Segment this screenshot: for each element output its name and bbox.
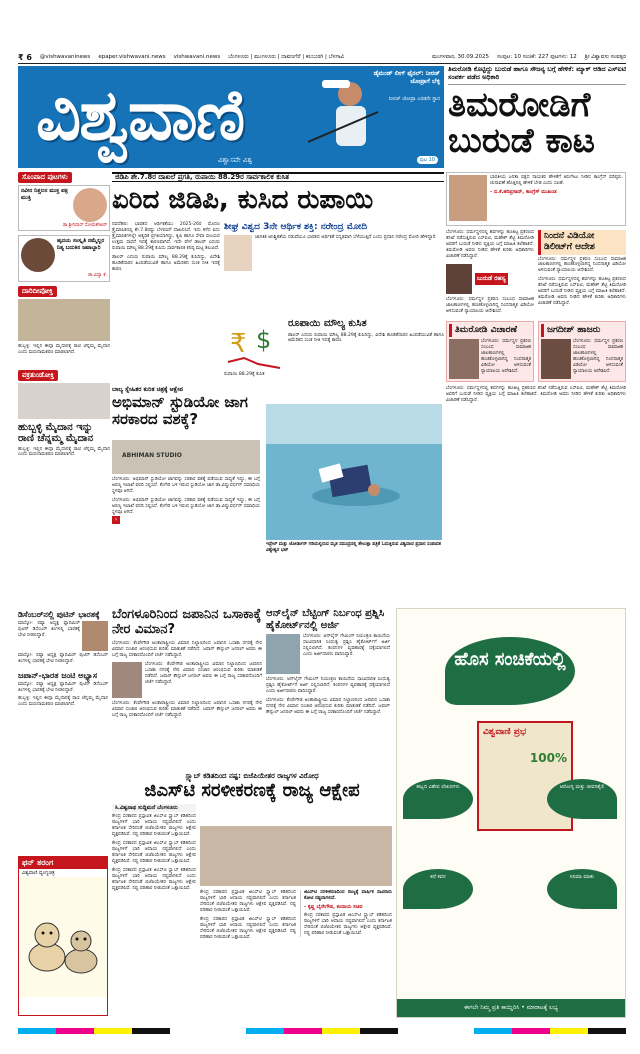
print-color-bar <box>18 1028 626 1034</box>
rupee-body: ಡಾಲರ್ ಎದುರು ರುಪಾಯಿ ಮೌಲ್ಯ 88.29ಕ್ಕೆ ಕುಸಿದಿದ್ದು, ವಿದೇಶಿ ಹೂಡಿಕೆದಾರರ ಹಿಂಪಡೆಯುವಿಕೆ ಹಾಗೂ ಅಮೆರಿಕದ ಸುಂಕ ನೀತಿ ಇದಕ್ಕೆ ಕಾರಣ. <box>288 332 444 344</box>
modi-story <box>224 222 444 271</box>
gst-body-4: ಕೇಂದ್ರ ಸರಕಾರದ ಪ್ರಸ್ತಾವಿತ ಜಿಎಸ್‌ಟಿ ಸ್ಲ್ಯಾಬ್ ಕಡಿತದಿಂದ ರಾಜ್ಯಗಳಿಗೆ ಭಾರಿ ಆದಾಯ ನಷ್ಟವಾಗಲಿದೆ ಎಂದು ಕರ್ನಾಟಕ ಸೇರಿದಂತೆ ಬಿಜೆಪಿಯೇತರ ರಾಜ್ಯಗಳು ಆಕ್ಷೇಪ ವ್ಯಕ್ತಪಡಿಸಿವೆ. ನಷ್ಟ ಪರಿಹಾರ ನೀಡುವಂತೆ ಒತ್ತಾಯಿಸಿವೆ. <box>200 890 296 913</box>
ad-leaf-2: ಆರೋಗ್ಯ ಮತ್ತು ಜೀವನಶೈಲಿ <box>547 779 617 819</box>
betting-photo <box>266 634 300 674</box>
masthead <box>18 66 444 168</box>
inquiry-photo <box>449 339 479 379</box>
ad-bottom-strip: ಈಗಲೇ ನಿಮ್ಮ ಪ್ರತಿ ಕಾಯ್ದಿರಿಸಿ • ಮಾರಾಟಕ್ಕೆ ಲಭ್ಯ <box>397 999 625 1017</box>
right-bottom-body: ಬೆಂಗಳೂರು: ಧರ್ಮಸ್ಥಳದಲ್ಲಿ ಶವಗಳನ್ನು ಹೂತಿಟ್ಟ ಪ್ರಕರಣದ ತನಿಖೆ ನಡೆಸುತ್ತಿರುವ ಎಸ್‌ಐಟಿ, ಮಹೇಶ್ ಶೆಟ್ಟಿ ತಿಮರೋಡಿ ಅವರಿಗೆ ಬುರುಡೆ ನೀಡಿದ ವ್ಯಕ್ತಿಯ ಬಗ್ಗೆ ಮಾಹಿತಿ ಕಲೆಹಾಕಿದೆ. ತಿಮರೋಡಿ ಅವರು ನೀಡಿದ ಹೇಳಿಕೆ ಕುರಿತು ಅಧಿಕಾರಿಗಳು ವಿಚಾರಣೆ ನಡೆಸಿದ್ದಾರೆ. <box>446 386 626 403</box>
section-label-wisdom: ದಾರಿದೀಪೋಕ್ತಿ <box>18 286 57 297</box>
gst-byline: ಸಿ.ವಿಶ್ವನಾಥ ಸುದ್ದಿಮನೆ ಬೆಂಗಳೂರು <box>112 804 196 813</box>
modi-photo <box>224 235 252 271</box>
inquiry-body: ಬೆಂಗಳೂರು: ಧರ್ಮಸ್ಥಳ ಪ್ರಕರಣ ಸಂಬಂಧ ಸಾಮಾಜಿಕ ಜಾಲತಾಣಗಳಲ್ಲಿ ಹಂಚಿಕೊಳ್ಳಲಾಗಿದ್ದ ನಿಂದನಾತ್ಮಕ ವಿಡಿಯೋ ಅಳಿಸುವಂತೆ ನ್ಯಾಯಾಲಯ ಆದೇಶಿಸಿದೆ. <box>481 339 531 374</box>
side-label-row <box>446 264 534 294</box>
masthead-promo: ಡೈಮಂಡ್ ಲೀಗ್ ಫೈನಲ್: ನೀರಜ್ ಚೋಪ್ರಾಗೆ ಬೆಳ್ಳಿ <box>373 70 440 85</box>
putin-headline[interactable]: ಡಿಸೆಂಬರ್‌ನಲ್ಲಿ ಪುಟಿನ್ ಭಾರತಕ್ಕೆ <box>18 610 100 619</box>
columnist-avatar <box>73 188 107 222</box>
column-card-1[interactable] <box>18 185 110 232</box>
gst-body: ಕೇಂದ್ರ ಸರಕಾರದ ಪ್ರಸ್ತಾವಿತ ಜಿಎಸ್‌ಟಿ ಸ್ಲ್ಯಾಬ್ ಕಡಿತದಿಂದ ರಾಜ್ಯಗಳಿಗೆ ಭಾರಿ ಆದಾಯ ನಷ್ಟವಾಗಲಿದೆ ಎಂದು ಕರ್ನಾಟಕ ಸೇರಿದಂತೆ ಬಿಜೆಪಿಯೇತರ ರಾಜ್ಯಗಳು ಆಕ್ಷೇಪ ವ್ಯಕ್ತಪಡಿಸಿವೆ. ನಷ್ಟ ಪರಿಹಾರ ನೀಡುವಂತೆ ಒತ್ತಾಯಿಸಿವೆ. <box>112 814 196 838</box>
video-delete-body-2: ಬೆಂಗಳೂರು: ಧರ್ಮಸ್ಥಳದಲ್ಲಿ ಶವಗಳನ್ನು ಹೂತಿಟ್ಟ ಪ್ರಕರಣದ ತನಿಖೆ ನಡೆಸುತ್ತಿರುವ ಎಸ್‌ಐಟಿ, ಮಹೇಶ್ ಶೆಟ್ಟಿ ತಿಮರೋಡಿ ಅವರಿಗೆ ಬುರುಡೆ ನೀಡಿದ ವ್ಯಕ್ತಿಯ ಬಗ್ಗೆ ಮಾಹಿತಿ ಕಲೆಹಾಕಿದೆ. ತಿಮರೋಡಿ ಅವರು ನೀಡಿದ ಹೇಳಿಕೆ ಕುರಿತು ಅಧಿಕಾರಿಗಳು ವಿಚಾರಣೆ ನಡೆಸಿದ್ದಾರೆ. <box>538 277 626 307</box>
athlete-photo <box>308 72 388 168</box>
section-label-satire: ವಕ್ರತುಂಡೋಕ್ತಿ <box>18 370 58 381</box>
rupee-story <box>288 318 444 344</box>
wisdom-body: ಹುಬ್ಬಳ್ಳಿ: ಇಲ್ಲಿನ ಈದ್ಗಾ ಮೈದಾನಕ್ಕೆ ರಾಣಿ ಚೆನ್ನಮ್ಮ ಮೈದಾನ ಎಂದು ಮರುನಾಮಕರಣ ಮಾಡಲಾಗಿದೆ. <box>18 343 110 355</box>
dead-sea-photo <box>266 404 442 540</box>
main-headline[interactable]: ಏರಿದ ಜಿಡಿಪಿ, ಕುಸಿದ ರುಪಾಯಿ <box>112 185 374 215</box>
meta-right <box>432 54 626 61</box>
left-story-headline[interactable]: ಹುಬ್ಬಳ್ಳಿ ಮೈದಾನ ಇನ್ನು ರಾಣಿ ಚೆನ್ನಮ್ಮ ಮೈದಾನ <box>18 421 94 444</box>
dead-sea-caption: ಇಸ್ರೇಲ್ ಮತ್ತು ಜೋರ್ಡಾನ್ ಗಡಿಯಲ್ಲಿರುವ ಮೃತ ಸಮುದ್ರದಲ್ಲಿ ತೇಲುತ್ತಾ ಪತ್ರಿಕೆ ಓದುತ್ತಿರುವ ವಿಶ್ವವಾಣಿ ಪ್ರಧಾನ ಸಂಪಾದಕ ವಿಶ್ವೇಶ್ವರ ಭಟ್ <box>266 542 441 553</box>
column-card-2-text: ಹೃದಯ ಸಂಸ್ಕೃತಿ ನಮ್ಮೆಲ್ಲರ ನಿತ್ಯ ಬದುಕಿನ ಜವಾಬ್ದಾರಿ <box>57 238 105 252</box>
gst-body-2: ಕೇಂದ್ರ ಸರಕಾರದ ಪ್ರಸ್ತಾವಿತ ಜಿಎಸ್‌ಟಿ ಸ್ಲ್ಯಾಬ್ ಕಡಿತದಿಂದ ರಾಜ್ಯಗಳಿಗೆ ಭಾರಿ ಆದಾಯ ನಷ್ಟವಾಗಲಿದೆ ಎಂದು ಕರ್ನಾಟಕ ಸೇರಿದಂತೆ ಬಿಜೆಪಿಯೇತರ ರಾಜ್ಯಗಳು ಆಕ್ಷೇಪ ವ್ಯಕ್ತಪಡಿಸಿವೆ. ನಷ್ಟ ಪರಿಹಾರ ನೀಡುವಂತೆ ಒತ್ತಾಯಿಸಿವೆ. <box>112 841 196 865</box>
right-body-col <box>446 230 534 315</box>
edition-list: ಬೆಂಗಳೂರು | ಮಂಗಳೂರು | ದಾವಣಗೆರೆ | ಕಲಬುರಗಿ | ಬೆಳಗಾವಿ <box>228 54 345 61</box>
yoga-photo <box>18 299 110 341</box>
magazine-advertisement[interactable] <box>396 608 626 1018</box>
epaper-link[interactable]: epaper.vishwavani.news <box>98 54 166 61</box>
japan-india-body-2: ಹುಬ್ಬಳ್ಳಿ: ಇಲ್ಲಿನ ಈದ್ಗಾ ಮೈದಾನಕ್ಕೆ ರಾಣಿ ಚೆನ್ನಮ್ಮ ಮೈದಾನ ಎಂದು ಮರುನಾಮಕರಣ ಮಾಡಲಾಗಿದೆ. <box>18 696 108 708</box>
column-card-2-name: ಡಾ.ವಿದ್ಯಾ ಕೆ. <box>88 273 107 279</box>
modi-body: ಜಾಗತಿಕ ಅನಿಶ್ಚಿತತೆಯ ನಡುವೆಯೂ ಭಾರತದ ಆರ್ಥಿಕತೆ ಸದೃಢವಾಗಿ ಬೆಳೆಯುತ್ತಿದೆ ಎಂದು ಪ್ರಧಾನಿ ನರೇಂದ್ರ ಮೋದಿ ಹೇಳಿದ್ದಾರೆ. <box>255 235 437 241</box>
cartoon-box <box>18 856 108 1016</box>
twitter-handle[interactable]: @vishwavaninews <box>39 54 91 61</box>
gst-body-6: ಕೇಂದ್ರ ಸರಕಾರದ ಪ್ರಸ್ತಾವಿತ ಜಿಎಸ್‌ಟಿ ಸ್ಲ್ಯಾಬ್ ಕಡಿತದಿಂದ ರಾಜ್ಯಗಳಿಗೆ ಭಾರಿ ಆದಾಯ ನಷ್ಟವಾಗಲಿದೆ ಎಂದು ಕರ್ನಾಟಕ ಸೇರಿದಂತೆ ಬಿಜೆಪಿಯೇತರ ರಾಜ್ಯಗಳು ಆಕ್ಷೇಪ ವ್ಯಕ್ತಪಡಿಸಿವೆ. ನಷ್ಟ ಪರಿಹಾರ ನೀಡುವಂತೆ ಒತ್ತಾಯಿಸಿವೆ. <box>304 913 392 937</box>
gst-meeting-photo <box>200 826 392 886</box>
calendar-year: ಶ್ರೀ ವಿಶ್ವಾವಸು ಸಂವತ್ಸರ <box>584 54 626 61</box>
osaka-body: ಬೆಂಗಳೂರು: ಕೆಂಪೇಗೌಡ ಅಂತಾರಾಷ್ಟ್ರೀಯ ವಿಮಾನ ನಿಲ್ದಾಣದಿಂದ ಜಪಾನಿನ ಒಸಾಕಾ ನಗರಕ್ಕೆ ನೇರ ವಿಮಾನ ಸಂಚಾರ ಆರಂಭಿಸುವ ಕುರಿತು ಮಾತುಕತೆ ನಡೆದಿದೆ. ಜಪಾನ್ ಕೌನ್ಸುಲ್ ಜನರಲ್ ಅವರು ಈ ಬಗ್ಗೆ ರಾಜ್ಯ ಸರಕಾರದೊಂದಿಗೆ ಚರ್ಚೆ ನಡೆಸಿದ್ದಾರೆ. <box>112 640 262 658</box>
studio-sign: ABHIMAN STUDIO <box>122 452 182 459</box>
column-card-1-text: ನವೀನ ನಿಶ್ಚಲನ ಮುಕ್ತ ಪತ್ರ ಮುಕ್ತಿ <box>21 187 68 201</box>
ad-bubble-title: ಹೊಸ ಸಂಚಿಕೆಯಲ್ಲಿ <box>445 637 575 705</box>
putin-photo <box>82 621 108 651</box>
left-story-body: ಹುಬ್ಬಳ್ಳಿ: ಇಲ್ಲಿನ ಈದ್ಗಾ ಮೈದಾನಕ್ಕೆ ರಾಣಿ ಚೆನ್ನಮ್ಮ ಮೈದಾನ ಎಂದು ಮರುನಾಮಕರಣ ಮಾಡಲಾಗಿದೆ. <box>18 446 110 458</box>
ad-leaf-4: ಸಿನಿಮಾ ಮಾತು <box>547 869 617 909</box>
page-ref-badge[interactable]: ಪುಟ 10 <box>417 156 438 164</box>
modi-headline[interactable]: ಶೀಘ್ರ ವಿಶ್ವದ 3ನೇ ಆರ್ಥಿಕ ಶಕ್ತಿ: ನರೇಂದ್ರ ಮೋದಿ <box>224 222 368 232</box>
gst-body-col-2 <box>200 890 296 941</box>
attendance-body: ಬೆಂಗಳೂರು: ಧರ್ಮಸ್ಥಳ ಪ್ರಕರಣ ಸಂಬಂಧ ಸಾಮಾಜಿಕ ಜಾಲತಾಣಗಳಲ್ಲಿ ಹಂಚಿಕೊಳ್ಳಲಾಗಿದ್ದ ನಿಂದನಾತ್ಮಕ ವಿಡಿಯೋ ಅಳಿಸುವಂತೆ ನ್ಯಾಯಾಲಯ ಆದೇಶಿಸಿದೆ. <box>573 339 623 374</box>
betting-headline[interactable]: ಆನ್‌ಲೈನ್ ಬೆಟ್ಟಿಂಗ್ ನಿರ್ಬಂಧ ಪ್ರಶ್ನಿಸಿ ಹೈಕೋರ್ಟ್‌ನಲ್ಲಿ ಅರ್ಜಿ <box>266 608 385 631</box>
masthead-promo-sub: ನೀರಜ್ ಚೋಪ್ರಾ ಎರಡನೇ ಸ್ಥಾನ <box>388 96 440 102</box>
cartoon-subtitle: ವಿಶ್ವವಾಣಿ ವ್ಯಂಗ್ಯಚಿತ್ರ <box>22 870 55 876</box>
inquiry-headline[interactable]: ತಿಮರೋಡಿ ವಿಚಾರಣೆ <box>449 324 531 337</box>
attendance-box <box>538 321 626 382</box>
magazine-percent: 100% <box>529 751 567 765</box>
side-label: ಬುರುಡೆ ರಹಸ್ಯ <box>475 273 508 285</box>
right-lead-headline[interactable]: ತಿಮರೋಡಿಗೆ ಬುರುಡೆ ಕಾಟ <box>448 84 595 162</box>
betting-story <box>266 608 390 716</box>
gst-quote: ಜಿಎಸ್‌ಟಿ ಸರಳೀಕರಣದಿಂದ ರಾಜ್ಯಕ್ಕೆ ವಾರ್ಷಿಕ ಸಾವಿರಾರು ಕೋಟಿ ನಷ್ಟವಾಗಲಿದೆ. <box>304 890 392 901</box>
newspaper-logo: ವಿಶ್ವವಾಣಿ <box>36 74 244 156</box>
ad-leaf-1: ಹಬ್ಬದ ವಿಶೇಷ ಲೇಖನಗಳು <box>403 779 473 819</box>
osaka-photo <box>112 662 142 698</box>
ad-leaf-3: ಕಥೆ ಕವನ <box>403 869 473 909</box>
main-kicker-strip: ಜಿಡಿಪಿ ಶೇ.7.8ರ ದಾಖಲೆ ಪ್ರಗತಿ, ರುಪಾಯಿ 88.29ರ ಸಾರ್ವಕಾಲಿಕ ಕುಸಿತ <box>112 172 444 182</box>
right-body-2: ಬೆಂಗಳೂರು: ಧರ್ಮಸ್ಥಳ ಪ್ರಕರಣ ಸಂಬಂಧ ಸಾಮಾಜಿಕ ಜಾಲತಾಣಗಳಲ್ಲಿ ಹಂಚಿಕೊಳ್ಳಲಾಗಿದ್ದ ನಿಂದನಾತ್ಮಕ ವಿಡಿಯೋ ಅಳಿಸುವಂತೆ ನ್ಯಾಯಾಲಯ ಆದೇಶಿಸಿದೆ. <box>446 296 534 314</box>
rupee-headline[interactable]: ರೂಪಾಯಿ ಮೌಲ್ಯ ಕುಸಿತ <box>288 318 367 329</box>
studio-kicker: ಬಾಲ್ಯ ಸ್ನೇಹಿತರ ಕುರಿತ ಚಿತ್ರಕ್ಕೆ ಆಕ್ಷೇಪ <box>112 386 184 393</box>
satire-cartoon <box>18 383 110 419</box>
right-lead-story <box>448 66 626 168</box>
japan-india-headline[interactable]: ಜಪಾನ್-ಭಾರತ ಜಂಟಿ ಅಭ್ಯಾಸ <box>18 671 98 681</box>
cartoon-title: ಫನ್ ತರಂಗ <box>19 857 107 869</box>
studio-story-body <box>112 440 260 524</box>
svg-text:₹: ₹ <box>230 329 247 359</box>
putin-body: ಮಾಸ್ಕೋ: ರಷ್ಯಾ ಅಧ್ಯಕ್ಷ ವ್ಲಾದಿಮಿರ್ ಪುಟಿನ್ ಡಿಸೆಂಬರ್ ತಿಂಗಳಲ್ಲಿ ಭಾರತಕ್ಕೆ ಭೇಟಿ ನೀಡಲಿದ್ದಾರೆ. <box>18 621 80 639</box>
left-column <box>18 172 110 458</box>
betting-body-3: ಬೆಂಗಳೂರು: ಕೆಂಪೇಗೌಡ ಅಂತಾರಾಷ್ಟ್ರೀಯ ವಿಮಾನ ನಿಲ್ದಾಣದಿಂದ ಜಪಾನಿನ ಒಸಾಕಾ ನಗರಕ್ಕೆ ನೇರ ವಿಮಾನ ಸಂಚಾರ ಆರಂಭಿಸುವ ಕುರಿತು ಮಾತುಕತೆ ನಡೆದಿದೆ. ಜಪಾನ್ ಕೌನ್ಸುಲ್ ಜನರಲ್ ಅವರು ಈ ಬಗ್ಗೆ ರಾಜ್ಯ ಸರಕಾರದೊಂದಿಗೆ ಚರ್ಚೆ ನಡೆಸಿದ್ದಾರೆ. <box>266 697 390 715</box>
inquiry-box <box>446 321 534 382</box>
osaka-headline[interactable]: ಬೆಂಗಳೂರಿನಿಂದ ಜಪಾನಿನ ಒಸಾಕಾಕ್ಕೆ ನೇರ ವಿಮಾನ? <box>112 607 262 637</box>
svg-text:$: $ <box>256 326 272 354</box>
right-body: ಬೆಂಗಳೂರು: ಧರ್ಮಸ್ಥಳದಲ್ಲಿ ಶವಗಳನ್ನು ಹೂತಿಟ್ಟ ಪ್ರಕರಣದ ತನಿಖೆ ನಡೆಸುತ್ತಿರುವ ಎಸ್‌ಐಟಿ, ಮಹೇಶ್ ಶೆಟ್ಟಿ ತಿಮರೋಡಿ ಅವರಿಗೆ ಬುರುಡೆ ನೀಡಿದ ವ್ಯಕ್ತಿಯ ಬಗ್ಗೆ ಮಾಹಿತಿ ಕಲೆಹಾಕಿದೆ. ತಿಮರೋಡಿ ಅವರು ನೀಡಿದ ಹೇಳಿಕೆ ಕುರಿತು ಅಧಿಕಾರಿಗಳು ವಿಚಾರಣೆ ನಡೆಸಿದ್ದಾರೆ. <box>446 230 534 259</box>
video-delete-headline[interactable]: ನಿಂದನೆ ವಿಡಿಯೋ ಡಿಲೀಟ್‌ಗೆ ಆದೇಶ <box>538 230 626 255</box>
meta-bar <box>18 52 626 64</box>
video-delete-box <box>538 230 626 315</box>
tagline: ವಿಶ್ವಾಸವೇ ವಿಶ್ವ <box>218 156 253 164</box>
right-lead-kicker: ತಿಮರೋಡಿ ಕೊಟ್ಟಿದ್ದು ಬುರುಡೆ ಹಾಗೂ ಸೌಜನ್ಯ ಬಗ್ಗೆ ಹೇಳಿಕೆ: ಮ್ಯಾಕ್ ಆಡಿದ ಎಸ್‌ಐಟಿ ಸಂಪರ್ಕ ಪಡೆದ ಅಧಿಕಾರಿ <box>448 66 626 85</box>
gdp-body: ನವದೆಹಲಿ: ಭಾರತದ ಆರ್ಥಿಕತೆಯು 2025-26ರ ಮೊದಲ ತ್ರೈಮಾಸಿಕದಲ್ಲಿ ಶೇ.7.8ರಷ್ಟು ಬೆಳವಣಿಗೆ ದಾಖಲಿಸಿದೆ. ಇದು ಕಳೆದ ಐದು ತ್ರೈಮಾಸಿಕಗಳಲ್ಲೇ ಅತ್ಯಧಿಕ ಪ್ರಗತಿಯಾಗಿದ್ದು, ಕೃಷಿ ಹಾಗೂ ಸೇವಾ ವಲಯದ ಉತ್ತಮ ಸಾಧನೆ ಇದಕ್ಕೆ ಕಾರಣವಾಗಿದೆ. ಇದೇ ವೇಳೆ ಡಾಲರ್ ಎದುರು ರುಪಾಯಿ ಮೌಲ್ಯ 88.29ಕ್ಕೆ ಕುಸಿದು ಸಾರ್ವಕಾಲಿಕ ಕನಿಷ್ಠ ಮಟ್ಟ ತಲುಪಿದೆ. <box>112 222 220 251</box>
osaka-flight-story <box>112 608 262 719</box>
currency-graphic <box>224 318 284 370</box>
studio-body: ಬೆಂಗಳೂರು: ಅಭಿಮಾನ್ ಸ್ಟುಡಿಯೋ ಜಾಗವನ್ನು ಸರಕಾರ ವಶಕ್ಕೆ ಪಡೆಯುವ ಸಾಧ್ಯತೆ ಇದ್ದು, ಈ ಬಗ್ಗೆ ಅರಣ್ಯ ಇಲಾಖೆ ವರದಿ ಸಲ್ಲಿಸಿದೆ. ಕೆಂಗೇರಿ ಬಳಿ ಇರುವ ಸ್ಟುಡಿಯೋ ಜಾಗ ಡಾ.ವಿಷ್ಣುವರ್ಧನ್ ಸಮಾಧಿಯ ಸ್ಥಳವೂ ಆಗಿದೆ. <box>112 477 260 494</box>
studio-story-head <box>112 386 262 428</box>
studio-photo <box>112 440 260 474</box>
magazine-title: ವಿಶ್ವವಾಣಿ ಪ್ರಭ <box>483 727 527 737</box>
gst-headline[interactable]: ಜಿಎಸ್‌ಟಿ ಸರಳೀಕರಣಕ್ಕೆ ರಾಜ್ಯ ಆಕ್ಷೇಪ <box>144 779 360 801</box>
gst-kicker: ಸ್ಲ್ಯಾಬ್ ಕಡಿತದಿಂದ ನಷ್ಟ: ಬಿಜೆಪಿಯೇತರ ರಾಜ್ಯಗಳ ವಿರೋಧ <box>185 772 319 780</box>
cartoon-dogs-illustration <box>19 877 107 997</box>
osaka-body-2: ಬೆಂಗಳೂರು: ಕೆಂಪೇಗೌಡ ಅಂತಾರಾಷ್ಟ್ರೀಯ ವಿಮಾನ ನಿಲ್ದಾಣದಿಂದ ಜಪಾನಿನ ಒಸಾಕಾ ನಗರಕ್ಕೆ ನೇರ ವಿಮಾನ ಸಂಚಾರ ಆರಂಭಿಸುವ ಕುರಿತು ಮಾತುಕತೆ ನಡೆದಿದೆ. ಜಪಾನ್ ಕೌನ್ಸುಲ್ ಜನರಲ್ ಅವರು ಈ ಬಗ್ಗೆ ರಾಜ್ಯ ಸರಕಾರದೊಂದಿಗೆ ಚರ್ಚೆ ನಡೆಸಿದ್ದಾರೆ. <box>145 661 262 685</box>
columnist-avatar <box>21 238 55 272</box>
website-link[interactable]: vishwavani.news <box>173 54 221 61</box>
video-delete-body: ಬೆಂಗಳೂರು: ಧರ್ಮಸ್ಥಳ ಪ್ರಕರಣ ಸಂಬಂಧ ಸಾಮಾಜಿಕ ಜಾಲತಾಣಗಳಲ್ಲಿ ಹಂಚಿಕೊಳ್ಳಲಾಗಿದ್ದ ನಿಂದನಾತ್ಮಕ ವಿಡಿಯೋ ಅಳಿಸುವಂತೆ ನ್ಯಾಯಾಲಯ ಆದೇಶಿಸಿದೆ. <box>538 256 626 274</box>
putin-body-2: ಮಾಸ್ಕೋ: ರಷ್ಯಾ ಅಧ್ಯಕ್ಷ ವ್ಲಾದಿಮಿರ್ ಪುಟಿನ್ ಡಿಸೆಂಬರ್ ತಿಂಗಳಲ್ಲಿ ಭಾರತಕ್ಕೆ ಭೇಟಿ ನೀಡಲಿದ್ದಾರೆ. <box>18 653 108 665</box>
studio-headline[interactable]: ಅಭಿಮಾನ್ ಸ್ಟುಡಿಯೋ ಜಾಗ ಸರಕಾರದ ವಶಕ್ಕೆ? <box>112 392 248 428</box>
gst-quote-box <box>300 890 392 937</box>
column-card-1-name: ಡಾ.ಶ್ರೀನಿವಾಸ್ ಸೋಮಶೇಖರ್ <box>62 222 107 228</box>
issue-date: ಮಂಗಳವಾರ, 30.09.2025 <box>431 54 489 61</box>
gdp-body-cont: ಡಾಲರ್ ಎದುರು ರುಪಾಯಿ ಮೌಲ್ಯ 88.29ಕ್ಕೆ ಕುಸಿದಿದ್ದು, ವಿದೇಶಿ ಹೂಡಿಕೆದಾರರ ಹಿಂಪಡೆಯುವಿಕೆ ಹಾಗೂ ಅಮೆರಿಕದ ಸುಂಕ ನೀತಿ ಇದಕ್ಕೆ ಕಾರಣ. <box>112 254 220 272</box>
japan-india-body: ಮಾಸ್ಕೋ: ರಷ್ಯಾ ಅಧ್ಯಕ್ಷ ವ್ಲಾದಿಮಿರ್ ಪುಟಿನ್ ಡಿಸೆಂಬರ್ ತಿಂಗಳಲ್ಲಿ ಭಾರತಕ್ಕೆ ಭೇಟಿ ನೀಡಲಿದ್ದಾರೆ. <box>18 682 108 694</box>
attendance-headline[interactable]: ಜಗದೀಶ್ ಹಾಜರು <box>541 324 623 337</box>
volume-info: ಸಂಪುಟ: 10 ಸಂಚಿಕೆ: 227 ಪುಟಗಳು: 12 <box>496 54 577 61</box>
graph-caption: ರುಪಾಯಿ 88.29ಕ್ಕೆ ಕುಸಿತ <box>224 372 265 377</box>
quote-box <box>446 172 626 226</box>
section-label-pages: ಸೊಂಪಾದ ಪುಟಗಳು <box>18 172 72 183</box>
continued-arrow-icon[interactable]: › <box>112 516 120 524</box>
betting-body: ಬೆಂಗಳೂರು: ಆನ್‌ಲೈನ್ ಗೇಮಿಂಗ್ ನಿಯಂತ್ರಣ ಕಾಯಿದೆಯ ಸಾಂವಿಧಾನಿಕ ಸಿಂಧುತ್ವ ಪ್ರಶ್ನಿಸಿ ಹೈಕೋರ್ಟ್‌ಗೆ ಅರ್ಜಿ ಸಲ್ಲಿಸಲಾಗಿದೆ. ಕಂಪನಿಗಳ ವ್ಯವಹಾರಕ್ಕೆ ಧಕ್ಕೆಯಾಗಲಿದೆ ಎಂದು ಅರ್ಜಿದಾರರು ವಾದಿಸಿದ್ದಾರೆ. <box>303 634 390 657</box>
gst-body-5: ಕೇಂದ್ರ ಸರಕಾರದ ಪ್ರಸ್ತಾವಿತ ಜಿಎಸ್‌ಟಿ ಸ್ಲ್ಯಾಬ್ ಕಡಿತದಿಂದ ರಾಜ್ಯಗಳಿಗೆ ಭಾರಿ ಆದಾಯ ನಷ್ಟವಾಗಲಿದೆ ಎಂದು ಕರ್ನಾಟಕ ಸೇರಿದಂತೆ ಬಿಜೆಪಿಯೇತರ ರಾಜ್ಯಗಳು ಆಕ್ಷೇಪ ವ್ಯಕ್ತಪಡಿಸಿವೆ. ನಷ್ಟ ಪರಿಹಾರ ನೀಡುವಂತೆ ಒತ್ತಾಯಿಸಿವೆ. <box>200 916 296 940</box>
column-card-2[interactable] <box>18 235 110 282</box>
right-column <box>446 230 626 606</box>
person-photo <box>446 264 472 294</box>
gst-body-col <box>112 814 196 892</box>
left-lower-column <box>18 608 108 708</box>
attendance-photo <box>541 339 571 379</box>
speaker-portrait <box>449 175 487 221</box>
inquiry-row <box>446 321 626 382</box>
betting-body-2: ಬೆಂಗಳೂರು: ಆನ್‌ಲೈನ್ ಗೇಮಿಂಗ್ ನಿಯಂತ್ರಣ ಕಾಯಿದೆಯ ಸಾಂವಿಧಾನಿಕ ಸಿಂಧುತ್ವ ಪ್ರಶ್ನಿಸಿ ಹೈಕೋರ್ಟ್‌ಗೆ ಅರ್ಜಿ ಸಲ್ಲಿಸಲಾಗಿದೆ. ಕಂಪನಿಗಳ ವ್ಯವಹಾರಕ್ಕೆ ಧಕ್ಕೆಯಾಗಲಿದೆ ಎಂದು ಅರ್ಜಿದಾರರು ವಾದಿಸಿದ್ದಾರೆ. <box>266 677 390 694</box>
osaka-body-3: ಬೆಂಗಳೂರು: ಕೆಂಪೇಗೌಡ ಅಂತಾರಾಷ್ಟ್ರೀಯ ವಿಮಾನ ನಿಲ್ದಾಣದಿಂದ ಜಪಾನಿನ ಒಸಾಕಾ ನಗರಕ್ಕೆ ನೇರ ವಿಮಾನ ಸಂಚಾರ ಆರಂಭಿಸುವ ಕುರಿತು ಮಾತುಕತೆ ನಡೆದಿದೆ. ಜಪಾನ್ ಕೌನ್ಸುಲ್ ಜನರಲ್ ಅವರು ಈ ಬಗ್ಗೆ ರಾಜ್ಯ ಸರಕಾರದೊಂದಿಗೆ ಚರ್ಚೆ ನಡೆಸಿದ್ದಾರೆ. <box>112 700 262 718</box>
gst-body-3: ಕೇಂದ್ರ ಸರಕಾರದ ಪ್ರಸ್ತಾವಿತ ಜಿಎಸ್‌ಟಿ ಸ್ಲ್ಯಾಬ್ ಕಡಿತದಿಂದ ರಾಜ್ಯಗಳಿಗೆ ಭಾರಿ ಆದಾಯ ನಷ್ಟವಾಗಲಿದೆ ಎಂದು ಕರ್ನಾಟಕ ಸೇರಿದಂತೆ ಬಿಜೆಪಿಯೇತರ ರಾಜ್ಯಗಳು ಆಕ್ಷೇಪ ವ್ಯಕ್ತಪಡಿಸಿವೆ. ನಷ್ಟ ಪರಿಹಾರ ನೀಡುವಂತೆ ಒತ್ತಾಯಿಸಿವೆ. <box>112 868 196 892</box>
gdp-body-column <box>112 222 220 273</box>
rupee-dollar-icon <box>224 318 284 370</box>
gst-quote-name: - ಕೃಷ್ಣ ಬೈರೇಗೌಡ, ಕಂದಾಯ ಸಚಿವ <box>304 903 363 910</box>
quote-name: - ಬಿ.ಕೆ.ಹರಿಪ್ರಸಾದ್, ಕಾಂಗ್ರೆಸ್ ಮುಖಂಡ <box>490 188 557 195</box>
quote-text: ಭಾರತೀಯ ಜನತಾ ಪಕ್ಷದ ನಾಯಕರ ಹೇಳಿಕೆಗೆ ತಿರುಗೇಟು ನೀಡಿದ ಕಾಂಗ್ರೆಸ್ ವರಿಷ್ಠರು. ಚುನಾವಣೆ ಹೊತ್ತಿನಲ್ಲಿ ಹೇಳಿಕೆ ಬೇಡ ಎಂದು ಸಲಹೆ. <box>490 175 623 186</box>
page-number: ₹ 6 <box>18 52 32 62</box>
magazine-cover <box>477 721 573 831</box>
studio-body-2: ಬೆಂಗಳೂರು: ಅಭಿಮಾನ್ ಸ್ಟುಡಿಯೋ ಜಾಗವನ್ನು ಸರಕಾರ ವಶಕ್ಕೆ ಪಡೆಯುವ ಸಾಧ್ಯತೆ ಇದ್ದು, ಈ ಬಗ್ಗೆ ಅರಣ್ಯ ಇಲಾಖೆ ವರದಿ ಸಲ್ಲಿಸಿದೆ. ಕೆಂಗೇರಿ ಬಳಿ ಇರುವ ಸ್ಟುಡಿಯೋ ಜಾಗ ಡಾ.ವಿಷ್ಣುವರ್ಧನ್ ಸಮಾಧಿಯ ಸ್ಥಳವೂ ಆಗಿದೆ. <box>112 497 260 515</box>
